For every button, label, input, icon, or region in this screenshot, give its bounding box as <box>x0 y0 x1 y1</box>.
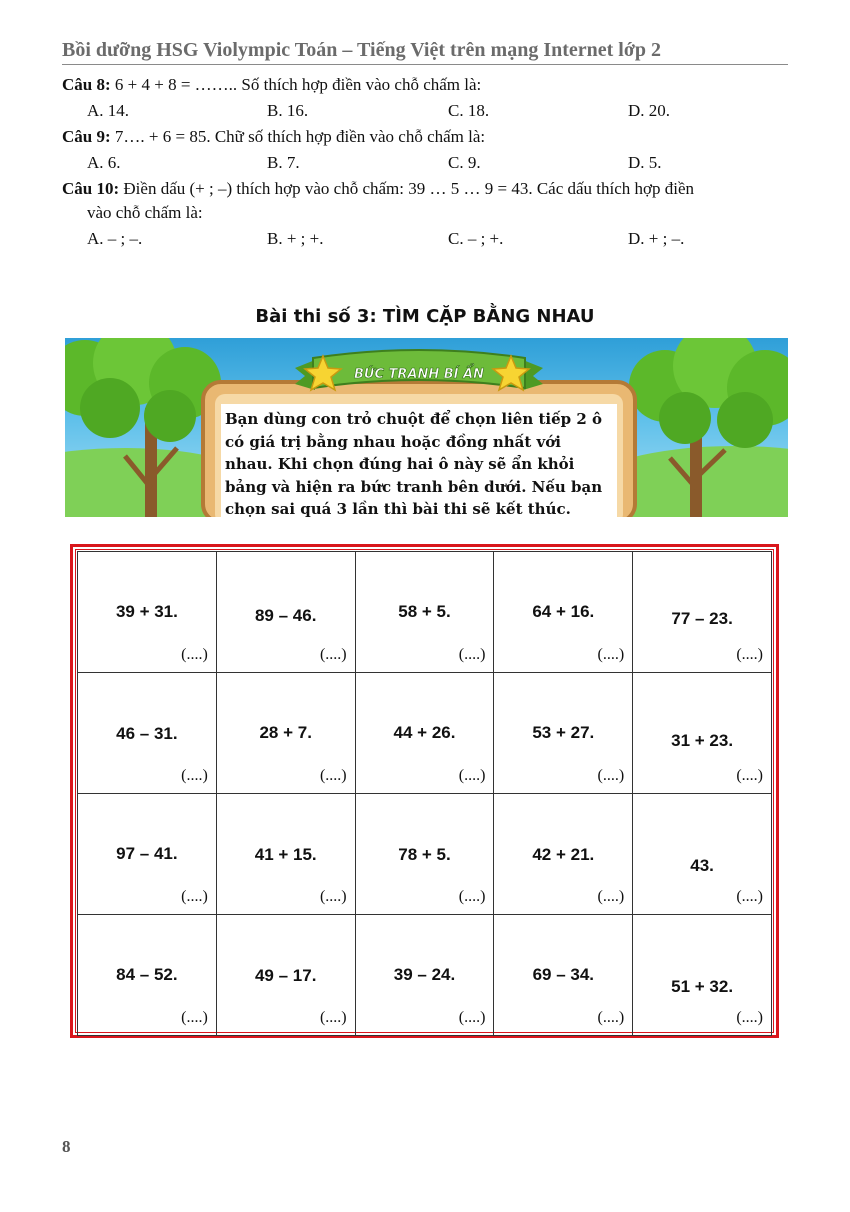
ribbon-label: BỨC TRANH BÍ ẨN <box>354 367 484 382</box>
question-9-option-d: D. 5. <box>628 153 662 172</box>
card-expression: 39 + 31. <box>115 602 178 621</box>
card-blank: (....) <box>319 1009 347 1026</box>
card-expression: 43. <box>690 856 714 875</box>
grid-row <box>78 794 772 915</box>
card-expression: 97 – 41. <box>116 844 178 863</box>
question-9-option-c: C. 9. <box>448 153 481 172</box>
card-blank: (....) <box>597 767 625 784</box>
grid-card[interactable] <box>78 552 217 673</box>
question-9-option-b: B. 7. <box>267 153 300 172</box>
card-blank: (....) <box>319 767 347 784</box>
grid-row <box>78 915 772 1036</box>
card-blank: (....) <box>736 888 763 905</box>
question-9-label: Câu 9: <box>62 127 111 146</box>
grid-card[interactable] <box>494 794 633 915</box>
card-blank: (....) <box>458 888 486 905</box>
question-8-option-b: B. 16. <box>267 101 309 120</box>
card-blank: (....) <box>736 767 763 784</box>
card-blank: (....) <box>458 646 486 663</box>
page-number: 8 <box>62 1137 71 1156</box>
card-expression: 28 + 7. <box>259 723 312 742</box>
question-8-option-d: D. 20. <box>628 101 671 120</box>
grid-card[interactable] <box>633 794 772 915</box>
question-10-text: Điền dấu (+ ; –) thích hợp vào chỗ chấm: 39 … 5 … 9 = 43. Các dấu thích hợp điền <box>123 179 695 198</box>
game-banner <box>65 338 788 517</box>
card-expression: 69 – 34. <box>532 965 595 984</box>
grid-card[interactable] <box>216 794 355 915</box>
card-blank: (....) <box>181 646 208 663</box>
grid-card[interactable] <box>216 673 355 794</box>
grid-card[interactable] <box>494 915 633 1036</box>
grid-card[interactable] <box>78 673 217 794</box>
question-9-text: 7…. + 6 = 85. Chữ số thích hợp điền vào chỗ chấm là: <box>114 127 486 146</box>
question-8-label: Câu 8: <box>62 75 111 94</box>
card-blank: (....) <box>181 1009 208 1026</box>
grid-row <box>78 552 772 673</box>
grid-card[interactable] <box>355 794 494 915</box>
grid-card[interactable] <box>494 552 633 673</box>
card-expression: 64 + 16. <box>532 602 595 621</box>
question-10-option-b: B. + ; +. <box>267 229 324 248</box>
grid-card[interactable] <box>494 673 633 794</box>
question-8-option-a: A. 14. <box>87 101 130 120</box>
grid-card[interactable] <box>355 552 494 673</box>
matching-grid <box>77 551 772 1036</box>
question-10 <box>62 178 792 200</box>
card-expression: 42 + 21. <box>532 845 595 864</box>
card-blank: (....) <box>597 888 625 905</box>
question-9-option-a: A. 6. <box>87 153 121 172</box>
card-expression: 89 – 46. <box>254 606 317 625</box>
grid-card[interactable] <box>633 673 772 794</box>
question-10-option-a: A. – ; –. <box>87 229 143 248</box>
running-header: Bồi dưỡng HSG Violympic Toán – Tiếng Việt trên mạng Internet lớp 2 <box>62 38 788 65</box>
grid-card[interactable] <box>633 552 772 673</box>
card-expression: 49 – 17. <box>254 966 317 985</box>
card-expression: 44 + 26. <box>393 723 456 742</box>
grid-card[interactable] <box>633 915 772 1036</box>
card-expression: 53 + 27. <box>532 723 595 742</box>
question-10-option-d: D. + ; –. <box>628 229 685 248</box>
card-blank: (....) <box>319 646 347 663</box>
card-expression: 39 – 24. <box>393 965 456 984</box>
question-10-text-cont: vào chỗ chấm là: <box>87 203 203 222</box>
card-blank: (....) <box>181 767 208 784</box>
grid-card[interactable] <box>78 794 217 915</box>
card-expression: 51 + 32. <box>671 977 734 996</box>
section-title: Bài thi số 3: TÌM CẶP BẰNG NHAU <box>255 306 595 327</box>
card-blank: (....) <box>736 646 763 663</box>
card-blank: (....) <box>458 767 486 784</box>
question-8 <box>62 74 792 96</box>
card-expression: 78 + 5. <box>398 845 451 864</box>
grid-card[interactable] <box>78 915 217 1036</box>
card-expression: 31 + 23. <box>671 731 734 750</box>
question-10-option-c: C. – ; +. <box>448 229 504 248</box>
question-8-text: 6 + 4 + 8 = …….. Số thích hợp điền vào chỗ chấm là: <box>114 75 482 94</box>
card-blank: (....) <box>319 888 347 905</box>
game-instructions: Bạn dùng con trỏ chuột để chọn liên tiếp 2 ô có giá trị bằng nhau hoặc đồng nhất với nhau. Khi chọn đúng hai ô này sẽ ẩn khỏi bảng và hiện ra bức tranh bên dưới. Nếu bạn chọn sai quá 3 lần thì bài thi sẽ kết thúc. <box>221 404 617 517</box>
card-blank: (....) <box>597 646 625 663</box>
card-expression: 84 – 52. <box>116 965 178 984</box>
question-10-label: Câu 10: <box>62 179 120 198</box>
card-expression: 41 + 15. <box>254 845 317 864</box>
card-blank: (....) <box>181 888 208 905</box>
question-9 <box>62 126 792 148</box>
grid-card[interactable] <box>216 552 355 673</box>
card-expression: 58 + 5. <box>398 602 451 621</box>
card-blank: (....) <box>736 1009 763 1026</box>
question-8-option-c: C. 18. <box>448 101 490 120</box>
grid-card[interactable] <box>216 915 355 1036</box>
card-blank: (....) <box>597 1009 625 1026</box>
grid-card[interactable] <box>355 915 494 1036</box>
card-blank: (....) <box>458 1009 486 1026</box>
card-expression: 46 – 31. <box>116 724 178 743</box>
card-expression: 77 – 23. <box>671 609 733 628</box>
grid-row <box>78 673 772 794</box>
grid-card[interactable] <box>355 673 494 794</box>
